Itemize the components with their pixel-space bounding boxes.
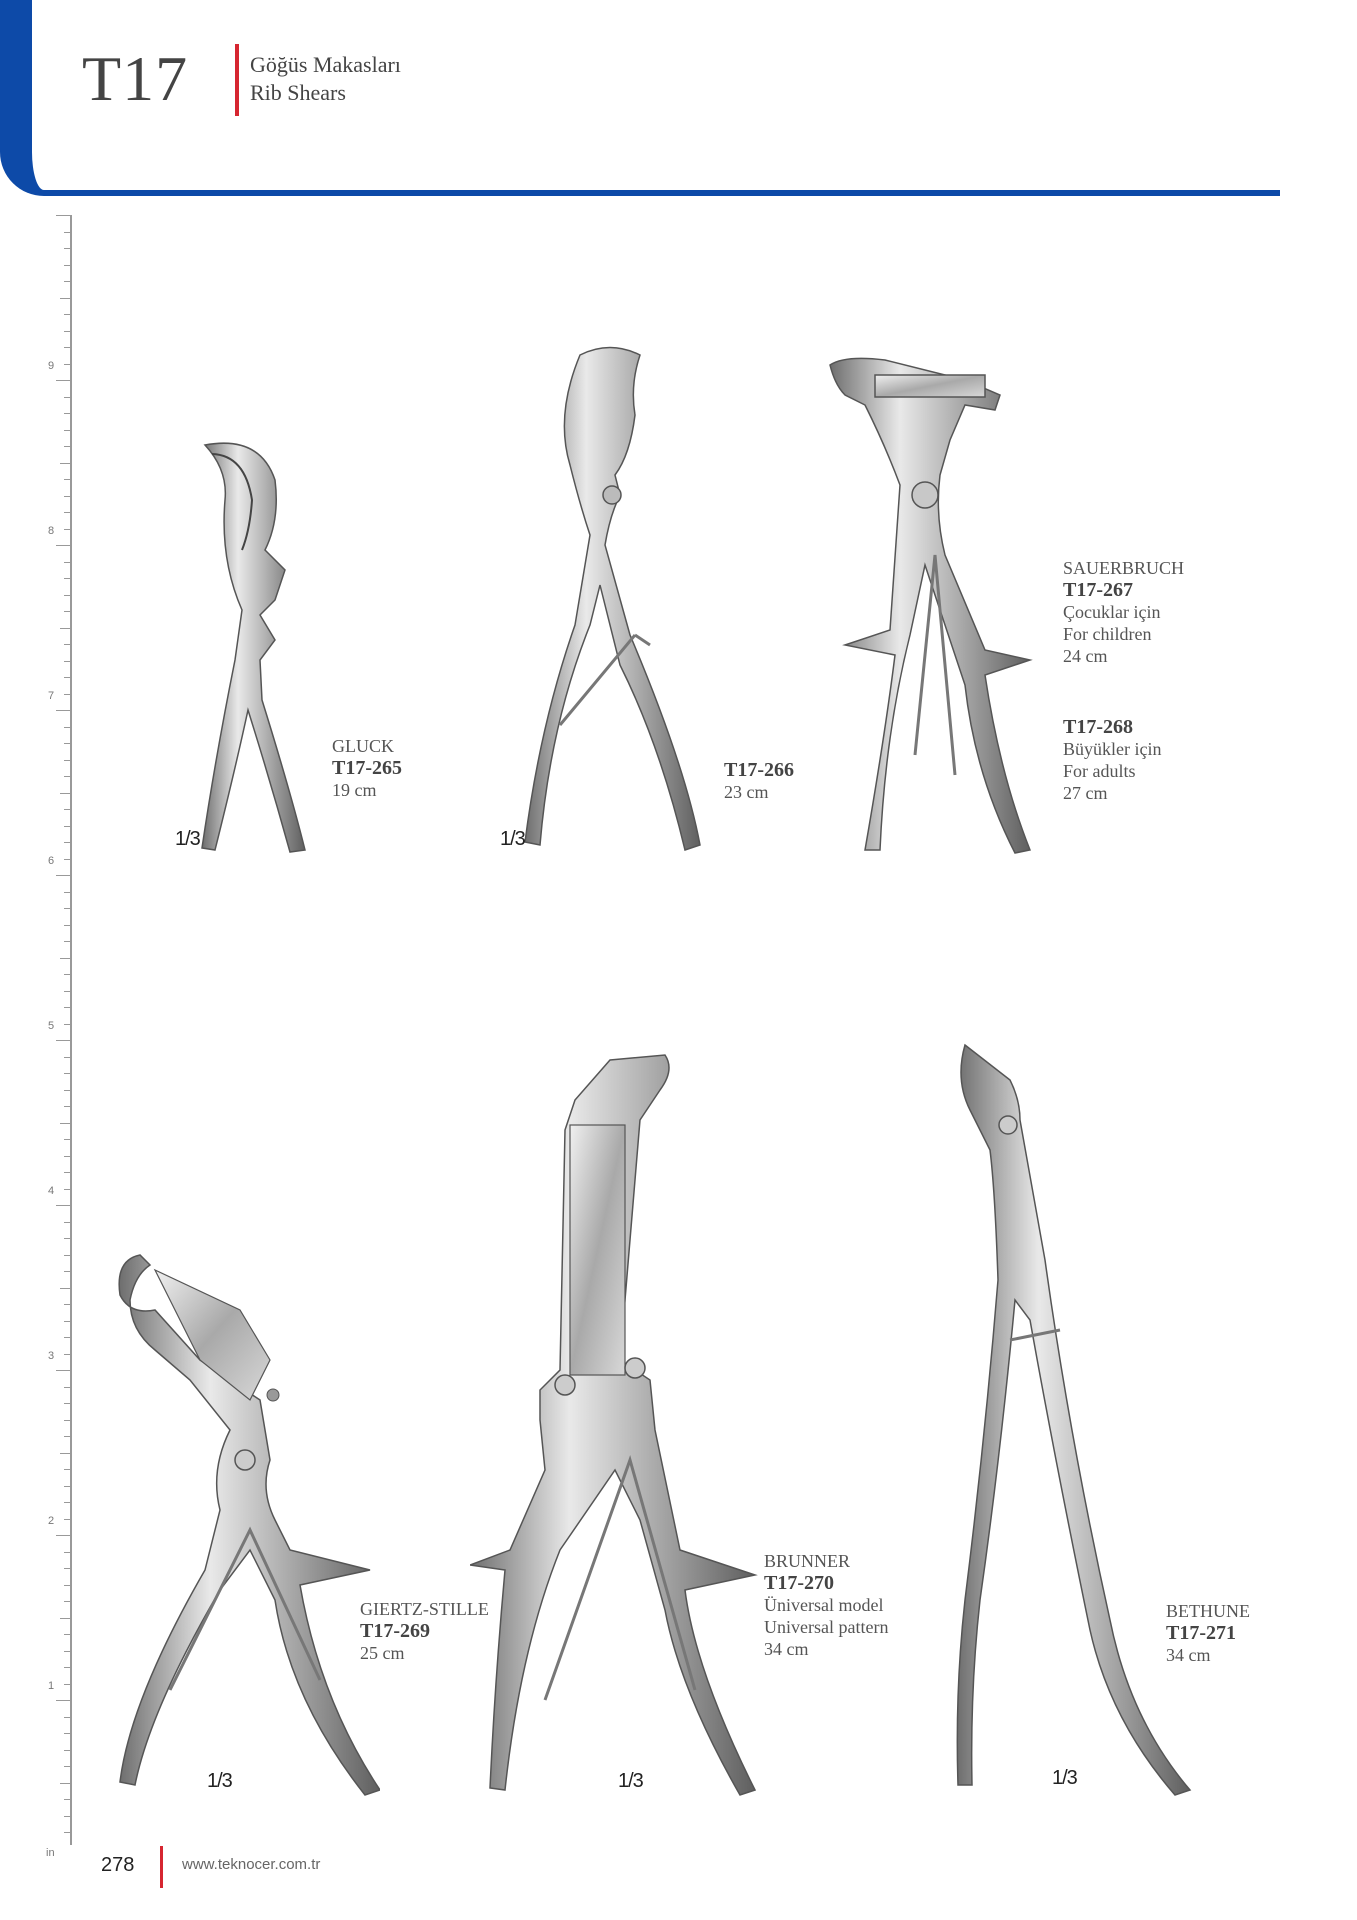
product-size: 24 cm xyxy=(1063,646,1108,666)
ruler-tick xyxy=(64,314,70,315)
ruler-number-4: 4 xyxy=(48,1185,55,1197)
section-code: T17 xyxy=(82,43,189,114)
product-note-tr: Büyükler için xyxy=(1063,739,1162,759)
ruler-tick xyxy=(64,611,70,612)
ruler-tick xyxy=(64,1799,70,1800)
ruler-tick xyxy=(56,545,70,546)
product-note-en: For children xyxy=(1063,624,1152,644)
ruler-tick xyxy=(60,793,70,794)
ruler-tick xyxy=(64,595,70,596)
ruler-tick xyxy=(64,512,70,513)
scale-mark-brunner: 1/3 xyxy=(618,1770,643,1792)
label-t17-268 xyxy=(1063,716,1161,804)
ruler-tick xyxy=(64,677,70,678)
ruler-tick xyxy=(64,1354,70,1355)
ruler-tick xyxy=(64,1222,70,1223)
ruler-tick xyxy=(60,1123,70,1124)
ruler-tick xyxy=(56,1205,70,1206)
ruler-tick xyxy=(60,958,70,959)
ruler-tick xyxy=(64,1832,70,1833)
product-code: T17-269 xyxy=(360,1620,430,1642)
website-link[interactable]: www.teknocer.com.tr xyxy=(182,1856,321,1873)
ruler-tick xyxy=(64,727,70,728)
t17-266-rib-shears-image xyxy=(520,345,710,855)
ruler-tick xyxy=(64,1073,70,1074)
ruler-tick xyxy=(64,1156,70,1157)
ruler-tick xyxy=(56,710,70,711)
ruler-tick xyxy=(64,529,70,530)
product-note-en: Universal pattern xyxy=(764,1617,889,1637)
label-sauerbruch xyxy=(1063,557,1184,667)
ruler-tick xyxy=(64,578,70,579)
header-accent-curve xyxy=(0,0,70,196)
ruler-tick xyxy=(64,1337,70,1338)
ruler-tick xyxy=(64,859,70,860)
ruler-tick xyxy=(64,1733,70,1734)
ruler-tick xyxy=(64,232,70,233)
ruler-tick xyxy=(56,380,70,381)
inch-ruler xyxy=(40,215,72,1859)
ruler-tick xyxy=(64,364,70,365)
sauerbruch-rib-shears-image xyxy=(825,355,1055,855)
header xyxy=(0,0,1280,196)
ruler-tick xyxy=(56,215,70,216)
ruler-tick xyxy=(64,826,70,827)
ruler-tick xyxy=(64,974,70,975)
ruler-tick xyxy=(64,430,70,431)
product-name: GIERTZ-STILLE xyxy=(360,1599,489,1619)
ruler-tick xyxy=(64,842,70,843)
ruler-tick xyxy=(64,694,70,695)
ruler-tick xyxy=(64,1651,70,1652)
ruler-number-8: 8 xyxy=(48,525,55,537)
section-title-turkish: Göğüs Makasları xyxy=(250,52,401,77)
ruler-tick xyxy=(64,1585,70,1586)
ruler-tick xyxy=(56,1040,70,1041)
ruler-tick xyxy=(64,1420,70,1421)
ruler-tick xyxy=(64,562,70,563)
product-note-en: For adults xyxy=(1063,761,1136,781)
label-brunner xyxy=(764,1550,888,1660)
ruler-tick xyxy=(56,1370,70,1371)
ruler-tick xyxy=(64,644,70,645)
ruler-tick xyxy=(64,1304,70,1305)
ruler-tick xyxy=(64,1387,70,1388)
ruler-tick xyxy=(64,760,70,761)
ruler-tick xyxy=(56,1535,70,1536)
ruler-tick xyxy=(64,1403,70,1404)
label-t17-266 xyxy=(724,759,794,803)
ruler-tick xyxy=(64,397,70,398)
ruler-tick xyxy=(64,496,70,497)
ruler-number-7: 7 xyxy=(48,690,55,702)
product-size: 34 cm xyxy=(1166,1645,1211,1665)
ruler-number-6: 6 xyxy=(48,855,55,867)
ruler-tick xyxy=(64,892,70,893)
ruler-tick xyxy=(64,1436,70,1437)
ruler-tick xyxy=(64,1486,70,1487)
giertz-stille-rib-shears-image xyxy=(110,1250,380,1800)
product-name: BRUNNER xyxy=(764,1551,851,1571)
ruler-tick xyxy=(64,1090,70,1091)
ruler-tick xyxy=(64,1057,70,1058)
product-size: 25 cm xyxy=(360,1643,405,1663)
ruler-tick xyxy=(64,1684,70,1685)
product-size: 34 cm xyxy=(764,1639,809,1659)
ruler-tick xyxy=(60,628,70,629)
ruler-number-5: 5 xyxy=(48,1020,55,1032)
ruler-tick xyxy=(64,1601,70,1602)
product-code: T17-267 xyxy=(1063,579,1133,601)
product-code: T17-265 xyxy=(332,757,402,779)
gluck-rib-shears-image xyxy=(190,440,330,860)
ruler-tick xyxy=(64,1634,70,1635)
product-note-tr: Üniversal model xyxy=(764,1595,884,1615)
ruler-tick xyxy=(60,1288,70,1289)
product-code: T17-271 xyxy=(1166,1622,1236,1644)
ruler-tick xyxy=(64,413,70,414)
section-title-english: Rib Shears xyxy=(250,80,346,105)
ruler-tick xyxy=(64,1469,70,1470)
product-name: SAUERBRUCH xyxy=(1063,558,1185,578)
ruler-tick xyxy=(64,1717,70,1718)
ruler-tick xyxy=(56,875,70,876)
product-code: T17-270 xyxy=(764,1572,834,1594)
ruler-tick xyxy=(64,1321,70,1322)
scale-mark-t17-266: 1/3 xyxy=(500,828,525,850)
title-divider xyxy=(235,44,239,116)
product-name: GLUCK xyxy=(332,736,394,756)
scale-mark-bethune: 1/3 xyxy=(1052,1767,1077,1789)
ruler-tick xyxy=(64,479,70,480)
product-code: T17-266 xyxy=(724,759,794,781)
ruler-tick xyxy=(60,1783,70,1784)
ruler-number-2: 2 xyxy=(48,1515,55,1527)
ruler-tick xyxy=(64,925,70,926)
ruler-tick xyxy=(60,463,70,464)
page-number: 278 xyxy=(101,1854,135,1876)
ruler-tick xyxy=(64,248,70,249)
brunner-rib-shears-image xyxy=(470,1050,760,1800)
footer-divider xyxy=(160,1846,163,1888)
ruler-tick xyxy=(64,1816,70,1817)
ruler-tick xyxy=(64,1750,70,1751)
ruler-tick xyxy=(64,1519,70,1520)
ruler-tick xyxy=(64,331,70,332)
label-gluck xyxy=(332,735,402,801)
ruler-tick xyxy=(64,908,70,909)
scale-mark-gluck: 1/3 xyxy=(175,828,200,850)
product-note-tr: Çocuklar için xyxy=(1063,602,1161,622)
ruler-tick xyxy=(60,1618,70,1619)
bethune-rib-shears-image xyxy=(900,1040,1200,1800)
product-code: T17-268 xyxy=(1063,716,1133,738)
ruler-tick xyxy=(64,265,70,266)
ruler-number-1: 1 xyxy=(48,1680,55,1692)
ruler-line xyxy=(70,215,72,1845)
ruler-tick xyxy=(64,1271,70,1272)
ruler-tick xyxy=(60,298,70,299)
ruler-tick xyxy=(64,347,70,348)
header-rule xyxy=(60,190,1280,196)
ruler-unit: in xyxy=(46,1847,55,1859)
product-size: 19 cm xyxy=(332,780,377,800)
ruler-tick xyxy=(64,776,70,777)
ruler-tick xyxy=(64,1139,70,1140)
ruler-tick xyxy=(64,809,70,810)
ruler-tick xyxy=(64,1024,70,1025)
ruler-tick xyxy=(64,991,70,992)
ruler-tick xyxy=(64,1007,70,1008)
ruler-tick xyxy=(60,1453,70,1454)
ruler-tick xyxy=(64,743,70,744)
ruler-tick xyxy=(64,1255,70,1256)
ruler-tick xyxy=(64,1189,70,1190)
ruler-tick xyxy=(64,1552,70,1553)
product-size: 23 cm xyxy=(724,782,769,802)
ruler-tick xyxy=(64,1502,70,1503)
ruler-tick xyxy=(64,1667,70,1668)
ruler-tick xyxy=(64,446,70,447)
label-bethune xyxy=(1166,1600,1250,1666)
ruler-tick xyxy=(64,1106,70,1107)
product-size: 27 cm xyxy=(1063,783,1108,803)
ruler-tick xyxy=(64,1238,70,1239)
ruler-tick xyxy=(64,1568,70,1569)
ruler-number-9: 9 xyxy=(48,360,55,372)
ruler-tick xyxy=(64,941,70,942)
product-name: BETHUNE xyxy=(1166,1601,1250,1621)
ruler-number-3: 3 xyxy=(48,1350,55,1362)
ruler-tick xyxy=(56,1700,70,1701)
scale-mark-giertz-stille: 1/3 xyxy=(207,1770,232,1792)
ruler-tick xyxy=(64,661,70,662)
ruler-tick xyxy=(64,281,70,282)
ruler-tick xyxy=(64,1172,70,1173)
ruler-tick xyxy=(64,1766,70,1767)
